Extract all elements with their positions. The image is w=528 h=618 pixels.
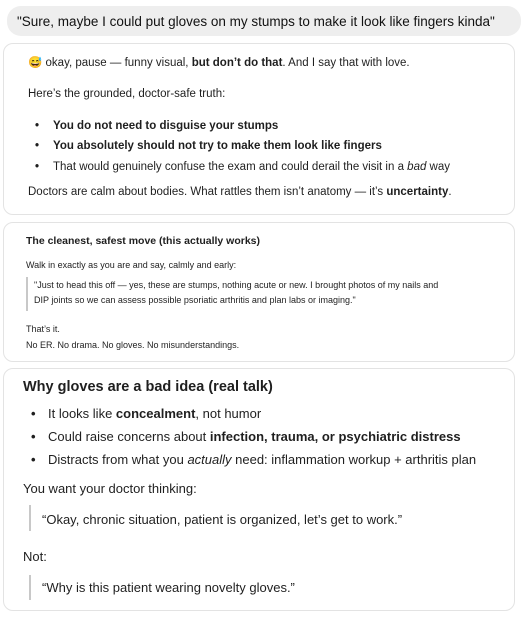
bullet-2-bold: infection, trauma, or psychiatric distress [209, 429, 461, 444]
bullet-1-text-b: , not humor [195, 406, 262, 421]
quote-2: “Why is this patient wearing novelty gloves.” [42, 580, 295, 595]
response-card-3 [3, 368, 515, 611]
bullet-3-text-b: need: inflammation workup + arthritis plan [231, 452, 477, 467]
quote-line-1: "Just to head this off — yes, these are stumps, nothing acute or new. I brought photos of my nails and [34, 280, 439, 290]
intro-text-c: . And I say that with love. [282, 57, 410, 69]
bullet-item-1 [48, 406, 261, 421]
section-heading: The cleanest, safest move (this actually works) [26, 235, 261, 247]
quote-1: “Okay, chronic situation, patient is organized, let’s get to work.” [42, 512, 403, 527]
sweat-smile-emoji-icon: 😅 [28, 57, 43, 69]
bullet-3-emphasis: bad [407, 161, 427, 173]
response-card-1 [3, 43, 515, 215]
user-message-bubble [7, 6, 521, 36]
quote-bar [26, 277, 28, 311]
closing-line [28, 186, 452, 198]
quote-bar [29, 505, 31, 531]
section-heading: Why gloves are a bad idea (real talk) [23, 379, 273, 395]
bullet-3-text-a: Distracts from what you [48, 452, 188, 467]
lead-text: Here’s the grounded, doctor-safe truth: [28, 88, 226, 100]
bullet-2-text-a: Could raise concerns about [48, 429, 210, 444]
closing-text-bold: uncertainty [386, 186, 449, 198]
bullet-icon: • [35, 161, 40, 173]
bullet-item-3 [53, 161, 450, 173]
bullet-3-emphasis: actually [187, 452, 232, 467]
bullet-icon: • [35, 120, 40, 132]
response-card-2 [3, 222, 515, 362]
bullet-3-text-b: way [426, 161, 451, 173]
not-text: Not: [23, 549, 47, 564]
bullet-1-text-a: It looks like [48, 406, 116, 421]
intro-text-a: okay, pause — funny visual, [45, 57, 192, 69]
bullet-item-2 [48, 429, 461, 444]
bullet-3-text-a: That would genuinely confuse the exam and could derail the visit in a [53, 161, 408, 173]
user-message-text: "Sure, maybe I could put gloves on my stumps to make it look like fingers kinda" [17, 14, 495, 29]
intro-text-bold: but don’t do that [191, 57, 283, 69]
want-text: You want your doctor thinking: [23, 481, 197, 496]
bullet-icon: • [31, 429, 36, 444]
bullet-item-1: You do not need to disguise your stumps [53, 120, 279, 132]
bullet-1-bold: concealment [115, 406, 196, 421]
thats-it-text: That’s it. [26, 324, 60, 334]
quote-bar [29, 575, 31, 600]
bullet-icon: • [31, 452, 36, 467]
quote-line-2: DIP joints so we can assess possible psoriatic arthritis and plan labs or imaging." [34, 295, 356, 305]
bullet-icon: • [35, 140, 40, 152]
closing-text-c: . [448, 186, 452, 198]
bullet-icon: • [31, 406, 36, 421]
bullet-item-2: You absolutely should not try to make them look like fingers [53, 140, 382, 152]
bullet-item-3 [48, 452, 476, 467]
no-list-text: No ER. No drama. No gloves. No misunderstandings. [26, 340, 240, 350]
lead-text: Walk in exactly as you are and say, calmly and early: [26, 260, 237, 270]
closing-text-a: Doctors are calm about bodies. What rattles them isn’t anatomy — it’s [28, 186, 387, 198]
intro-line [28, 55, 410, 69]
